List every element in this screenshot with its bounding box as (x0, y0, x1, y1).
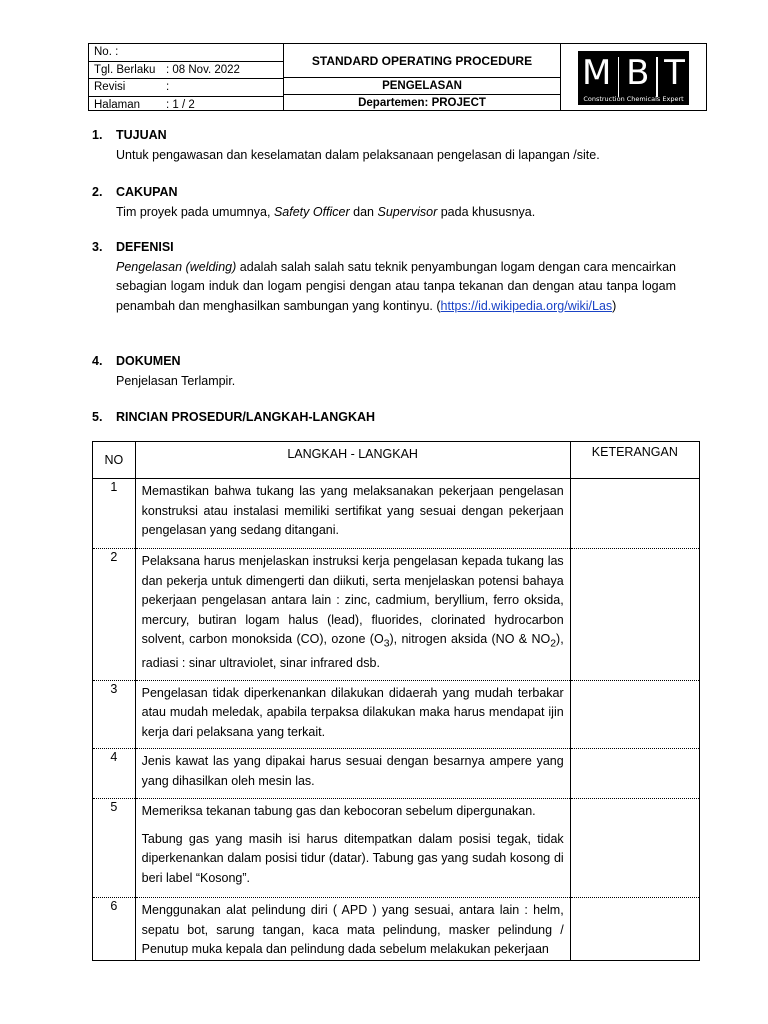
logo-letters (582, 53, 685, 97)
document-header (88, 43, 707, 111)
subscript: 3 (383, 638, 390, 650)
table-row (93, 479, 700, 549)
row-step-text (135, 799, 570, 898)
row-keterangan (570, 799, 699, 898)
body-text: pada khususnya. (437, 204, 536, 219)
revision-label: Revisi (94, 81, 126, 94)
section-defenisi (92, 238, 676, 316)
row-step-text: Memastikan bahwa tukang las yang melaksanakan pekerjaan pengelasan konstruksi atau instalasi memiliki sertifikat yang sesuai dengan pekerjaan pengelasan yang sedang ditangani. (135, 479, 570, 549)
body-italic: Safety Officer (273, 204, 350, 219)
row-number: 1 (93, 479, 136, 549)
doc-title: STANDARD OPERATING PROCEDURE (284, 44, 560, 78)
col-ket-header: KETERANGAN (570, 442, 699, 479)
doc-number (89, 44, 283, 62)
section-number: 1. (92, 128, 103, 142)
logo-box (560, 43, 707, 111)
step-text-part: ), radiasi : sinar ultraviolet, sinar infrared dsb. (141, 632, 564, 670)
mbt-logo (578, 51, 689, 105)
defined-term: Pengelasan (welding) (116, 259, 237, 274)
step-text-part: Memeriksa tekanan tabung gas dan kebocoran sebelum dipergunakan. (141, 804, 536, 818)
section-cakupan (92, 183, 676, 222)
row-keterangan (570, 549, 699, 681)
section-heading (92, 408, 676, 428)
row-step-text: Menggunakan alat pelindung diri ( APD ) yang sesuai, antara lain : helm, sepatu bot, sarung tangan, kaca mata pelindung, masker pelindung / Penutup muka kepala dan pelindung dada sebelum melakukan pekerjaan (135, 898, 570, 961)
section-heading (92, 126, 676, 146)
row-number: 3 (93, 680, 136, 749)
doc-department: Departemen: PROJECT (358, 97, 486, 109)
row-keterangan (570, 898, 699, 961)
doc-title-box (284, 43, 560, 111)
doc-revision (89, 79, 283, 97)
definition-text: adalah salah salah satu teknik penyambungan logam dengan cara mencairkan sebagian logam induk dan logam pengisi dengan atau tanpa tekanan dan dengan atau tanpa logam penambah dan menghasilkan sambungan yang kontinyu. (116, 259, 676, 313)
table-row (93, 749, 700, 799)
table-header-row (93, 442, 700, 479)
row-step-text: Jenis kawat las yang dipakai harus sesuai dengan besarnya ampere yang yang dihasilkan oleh mesin las. (135, 749, 570, 799)
section-title: RINCIAN PROSEDUR/LANGKAH-LANGKAH (116, 410, 376, 424)
section-body (92, 203, 676, 223)
section-body: Penjelasan Terlampir. (116, 373, 236, 388)
logo-letter-b: B (626, 53, 650, 93)
body-text: Tim proyek pada umumnya, (116, 204, 274, 219)
section-body: Untuk pengawasan dan keselamatan dalam pelaksanaan pengelasan di lapangan /site. (116, 147, 600, 162)
section-tujuan (92, 126, 676, 165)
effective-date-label: Tgl. Berlaku (94, 63, 156, 76)
page-label: Halaman (94, 98, 141, 111)
table-row (93, 799, 700, 898)
row-step-text: Pengelasan tidak diperkenankan dilakukan didaerah yang mudah terbakar atau mudah meledak, apabila terpaksa dilakukan maka harus mendapat ijin kerja dari pelaksana yang terkait. (135, 680, 570, 749)
section-number: 3. (92, 240, 103, 254)
table-row (93, 680, 700, 749)
row-number: 4 (93, 749, 136, 799)
logo-divider (618, 57, 620, 97)
section-rincian (92, 408, 676, 428)
doc-subject: PENGELASAN (284, 78, 560, 95)
procedure-table (92, 441, 700, 961)
section-title: DOKUMEN (116, 354, 181, 368)
table-row (93, 898, 700, 961)
step-text-part: ), nitrogen aksida (NO & NO (389, 632, 551, 646)
row-number: 2 (93, 549, 136, 681)
subscript: 2 (550, 638, 557, 650)
section-body (92, 258, 676, 317)
page-value: : 1 / 2 (166, 98, 195, 111)
section-title: DEFENISI (116, 240, 174, 254)
section-number: 5. (92, 410, 103, 424)
section-number: 2. (92, 185, 103, 199)
row-step-text (135, 549, 570, 681)
row-keterangan (570, 479, 699, 549)
row-number: 6 (93, 898, 136, 961)
logo-divider (656, 57, 658, 97)
body-italic: Supervisor (377, 204, 438, 219)
doc-number-label: No. : (94, 46, 119, 59)
section-heading (92, 238, 676, 258)
logo-letter-t: T (664, 53, 685, 93)
logo-letter-m: M (582, 53, 612, 93)
section-heading (92, 183, 676, 203)
wikipedia-link[interactable]: https://id.wikipedia.org/wiki/Las (440, 298, 613, 313)
step-text-part: Tabung gas yang masih isi harus ditempatkan dalam posisi tegak, tidak diperkenankan dalam posisi tidur (datar). Tabung gas yang sudah kosong di beri label “Kosong”. (141, 831, 564, 885)
step-text-part: Pelaksana harus menjelaskan instruksi kerja pengelasan kepada tukang las dan pekerja untuk dimengerti dan diikuti, serta menjelaskan potensi bahaya pekerjaan pengelasan antara lain : zinc, cadmium, beryllium, ferro oksida, mercury, butiran logam halus (lead), fluorides, clorinated hydrocarbon solvent, carbon monoksida (CO), ozone (O (141, 554, 564, 646)
logo-tagline: Construction Chemicals Expert (583, 95, 684, 103)
body-text: dan (349, 204, 378, 219)
section-number: 4. (92, 354, 103, 368)
effective-date-value: : 08 Nov. 2022 (166, 63, 240, 76)
section-heading (92, 352, 676, 372)
row-keterangan (570, 749, 699, 799)
row-number: 5 (93, 799, 136, 898)
col-step-header: LANGKAH - LANGKAH (135, 442, 570, 479)
section-dokumen (92, 352, 676, 391)
section-title: TUJUAN (116, 128, 167, 142)
table-row (93, 549, 700, 681)
row-keterangan (570, 680, 699, 749)
doc-effective-date (89, 62, 283, 80)
revision-value: : (166, 81, 170, 94)
section-title: CAKUPAN (116, 185, 178, 199)
col-no-header: NO (93, 442, 136, 479)
paren-open: ( (436, 298, 441, 313)
doc-page (89, 97, 283, 114)
paren-close: ) (612, 298, 617, 313)
doc-info-box (88, 43, 284, 111)
